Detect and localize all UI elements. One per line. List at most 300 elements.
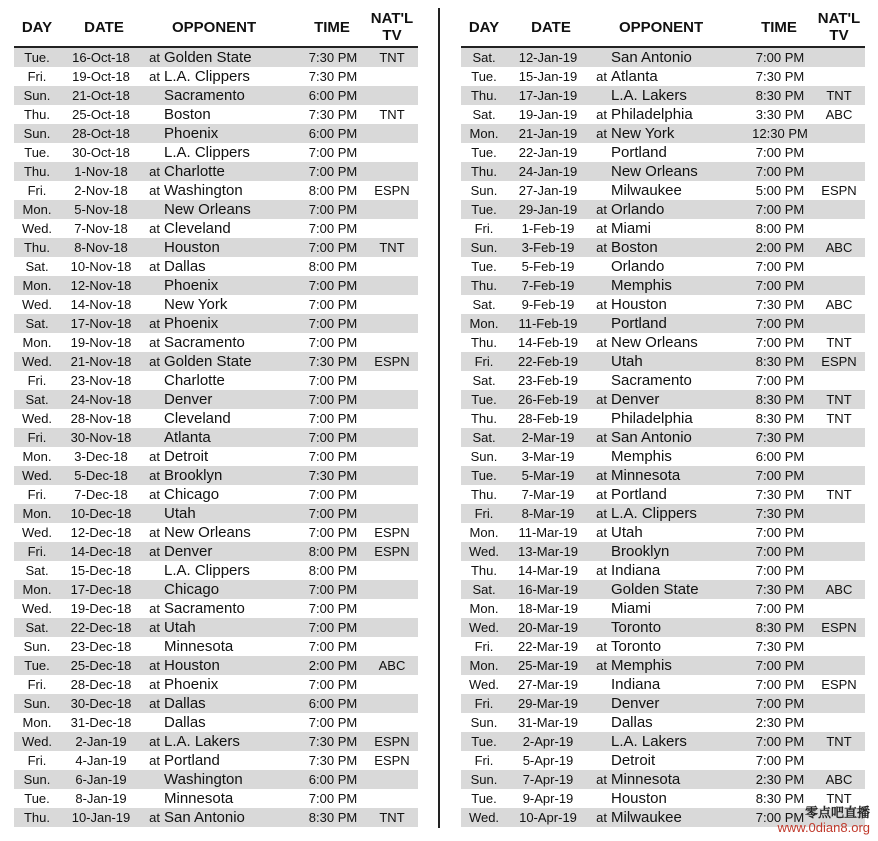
cell-opponent: New Orleans: [164, 201, 251, 218]
table-row: [461, 257, 865, 276]
cell-away-marker: at: [596, 772, 607, 787]
cell-time: 7:00 PM: [308, 278, 358, 293]
table-row: [461, 314, 865, 333]
cell-national-tv: ESPN: [374, 525, 410, 540]
cell-time: 7:00 PM: [755, 563, 805, 578]
cell-national-tv: TNT: [826, 392, 852, 407]
cell-opponent: Washington: [164, 771, 243, 788]
cell-date: 28-Feb-19: [518, 411, 578, 426]
cell-away-marker: at: [596, 810, 607, 825]
cell-date: 26-Feb-19: [518, 392, 578, 407]
cell-date: 7-Apr-19: [522, 772, 574, 787]
cell-day: Wed.: [21, 354, 53, 369]
cell-opponent: Utah: [164, 505, 196, 522]
cell-national-tv: TNT: [826, 791, 852, 806]
cell-time: 7:00 PM: [755, 259, 805, 274]
cell-opponent: L.A. Clippers: [164, 68, 250, 85]
header-national-tv: NAT'L TV: [817, 10, 861, 44]
cell-day: Wed.: [21, 601, 53, 616]
cell-day: Mon.: [469, 316, 499, 331]
cell-opponent: San Antonio: [611, 49, 692, 66]
cell-date: 19-Jan-19: [518, 107, 578, 122]
table-row: [461, 542, 865, 561]
cell-time: 7:00 PM: [755, 468, 805, 483]
cell-opponent: Orlando: [611, 201, 665, 218]
cell-opponent: Memphis: [611, 657, 672, 674]
cell-date: 5-Feb-19: [521, 259, 575, 274]
cell-opponent: Dallas: [164, 714, 206, 731]
cell-away-marker: at: [596, 658, 607, 673]
cell-day: Mon.: [22, 506, 52, 521]
cell-day: Wed.: [468, 677, 500, 692]
cell-date: 30-Oct-18: [72, 145, 130, 160]
cell-opponent: New York: [611, 125, 675, 142]
header-date: DATE: [531, 19, 571, 36]
cell-away-marker: at: [596, 107, 607, 122]
table-row: [461, 504, 865, 523]
cell-date: 13-Mar-19: [518, 544, 578, 559]
table-row: [14, 675, 418, 694]
cell-day: Mon.: [469, 658, 499, 673]
cell-away-marker: at: [149, 620, 160, 635]
cell-time: 7:00 PM: [308, 297, 358, 312]
cell-time: 2:00 PM: [308, 658, 358, 673]
column-divider: [438, 8, 440, 828]
cell-day: Sun.: [470, 449, 498, 464]
table-row: [14, 124, 418, 143]
cell-day: Wed.: [468, 810, 500, 825]
cell-day: Tue.: [24, 145, 50, 160]
cell-national-tv: TNT: [379, 107, 405, 122]
cell-away-marker: at: [596, 487, 607, 502]
cell-time: 7:00 PM: [308, 449, 358, 464]
cell-date: 22-Jan-19: [518, 145, 578, 160]
cell-time: 7:00 PM: [755, 658, 805, 673]
cell-day: Tue.: [471, 145, 497, 160]
cell-day: Sat.: [472, 107, 496, 122]
cell-opponent: Sacramento: [611, 372, 692, 389]
watermark-url: www.0dian8.org: [777, 820, 870, 835]
cell-day: Mon.: [22, 202, 52, 217]
cell-opponent: Miami: [611, 600, 651, 617]
cell-opponent: Minnesota: [164, 790, 234, 807]
cell-day: Fri.: [474, 506, 494, 521]
cell-day: Mon.: [469, 601, 499, 616]
cell-date: 17-Nov-18: [70, 316, 132, 331]
cell-day: Mon.: [22, 449, 52, 464]
cell-time: 7:00 PM: [755, 525, 805, 540]
cell-date: 11-Mar-19: [518, 525, 578, 540]
cell-time: 8:00 PM: [755, 221, 805, 236]
table-row: [14, 542, 418, 561]
cell-day: Tue.: [471, 69, 497, 84]
cell-day: Mon.: [22, 582, 52, 597]
cell-date: 21-Oct-18: [72, 88, 130, 103]
cell-time: 6:00 PM: [755, 449, 805, 464]
cell-day: Sat.: [472, 430, 496, 445]
cell-time: 7:30 PM: [308, 69, 358, 84]
table-row: [461, 143, 865, 162]
cell-opponent: Houston: [611, 296, 667, 313]
table-row: [461, 371, 865, 390]
cell-date: 11-Feb-19: [518, 316, 578, 331]
cell-day: Mon.: [22, 278, 52, 293]
cell-opponent: Dallas: [164, 695, 206, 712]
cell-date: 2-Nov-18: [74, 183, 128, 198]
cell-time: 8:30 PM: [755, 620, 805, 635]
cell-time: 7:00 PM: [755, 544, 805, 559]
cell-date: 10-Apr-19: [519, 810, 577, 825]
cell-national-tv: TNT: [826, 487, 852, 502]
cell-away-marker: at: [149, 696, 160, 711]
cell-time: 7:00 PM: [308, 430, 358, 445]
cell-opponent: Charlotte: [164, 372, 225, 389]
cell-date: 28-Oct-18: [72, 126, 130, 141]
cell-away-marker: at: [596, 297, 607, 312]
cell-time: 7:30 PM: [308, 107, 358, 122]
table-row: [14, 466, 418, 485]
cell-opponent: New Orleans: [611, 334, 698, 351]
cell-date: 5-Dec-18: [74, 468, 128, 483]
table-row: [461, 523, 865, 542]
cell-opponent: Atlanta: [611, 68, 658, 85]
cell-time: 7:00 PM: [308, 411, 358, 426]
cell-national-tv: ESPN: [374, 544, 410, 559]
cell-date: 12-Jan-19: [518, 50, 578, 65]
cell-day: Sat.: [25, 316, 49, 331]
table-row: [14, 732, 418, 751]
cell-time: 7:00 PM: [308, 677, 358, 692]
cell-time: 7:30 PM: [755, 487, 805, 502]
table-row: [461, 713, 865, 732]
table-row: [14, 504, 418, 523]
cell-date: 24-Jan-19: [518, 164, 578, 179]
cell-day: Tue.: [471, 202, 497, 217]
table-row: [14, 618, 418, 637]
cell-time: 7:00 PM: [308, 791, 358, 806]
table-row: [14, 637, 418, 656]
cell-time: 7:00 PM: [308, 202, 358, 217]
cell-opponent: Indiana: [611, 562, 661, 579]
cell-opponent: New Orleans: [164, 524, 251, 541]
cell-date: 5-Nov-18: [74, 202, 128, 217]
cell-day: Tue.: [471, 259, 497, 274]
table-row: [461, 751, 865, 770]
cell-day: Thu.: [470, 487, 497, 502]
table-row: [14, 295, 418, 314]
table-row: [461, 333, 865, 352]
cell-time: 7:30 PM: [308, 468, 358, 483]
cell-time: 7:30 PM: [755, 506, 805, 521]
cell-day: Thu.: [470, 563, 497, 578]
table-row: [461, 48, 865, 67]
cell-time: 7:30 PM: [755, 430, 805, 445]
cell-national-tv: ESPN: [374, 753, 410, 768]
cell-day: Wed.: [468, 620, 500, 635]
cell-national-tv: TNT: [826, 734, 852, 749]
table-row: [461, 295, 865, 314]
table-row: [461, 656, 865, 675]
cell-day: Wed.: [468, 544, 500, 559]
cell-day: Sat.: [472, 373, 496, 388]
cell-away-marker: at: [149, 487, 160, 502]
table-row: [14, 694, 418, 713]
cell-opponent: Golden State: [611, 581, 699, 598]
cell-away-marker: at: [149, 354, 160, 369]
cell-date: 22-Feb-19: [518, 354, 578, 369]
table-row: [461, 409, 865, 428]
cell-date: 31-Dec-18: [70, 715, 132, 730]
cell-time: 8:30 PM: [755, 392, 805, 407]
cell-day: Tue.: [471, 791, 497, 806]
cell-opponent: Denver: [611, 695, 660, 712]
cell-day: Thu.: [470, 411, 497, 426]
schedule-table-left: [14, 10, 418, 827]
cell-day: Thu.: [23, 164, 50, 179]
table-body: [461, 48, 865, 827]
cell-opponent: Philadelphia: [611, 410, 693, 427]
cell-away-marker: at: [149, 221, 160, 236]
cell-opponent: Phoenix: [164, 277, 219, 294]
cell-day: Sun.: [23, 696, 51, 711]
cell-opponent: San Antonio: [164, 809, 245, 826]
cell-away-marker: at: [149, 69, 160, 84]
cell-opponent: New Orleans: [611, 163, 698, 180]
cell-away-marker: at: [596, 392, 607, 407]
table-row: [461, 105, 865, 124]
cell-national-tv: ESPN: [821, 183, 857, 198]
cell-opponent: Sacramento: [164, 334, 245, 351]
cell-time: 7:00 PM: [755, 601, 805, 616]
cell-date: 2-Mar-19: [521, 430, 575, 445]
table-row: [461, 561, 865, 580]
cell-away-marker: at: [149, 544, 160, 559]
cell-day: Fri.: [27, 430, 47, 445]
cell-day: Fri.: [27, 544, 47, 559]
cell-date: 17-Jan-19: [518, 88, 578, 103]
cell-time: 7:00 PM: [755, 810, 805, 825]
cell-day: Mon.: [22, 335, 52, 350]
cell-date: 27-Jan-19: [518, 183, 578, 198]
cell-date: 30-Dec-18: [70, 696, 132, 711]
cell-national-tv: ABC: [378, 658, 406, 673]
cell-day: Fri.: [474, 753, 494, 768]
cell-opponent: Toronto: [611, 619, 662, 636]
cell-date: 18-Mar-19: [518, 601, 578, 616]
table-row: [461, 238, 865, 257]
cell-date: 15-Dec-18: [70, 563, 132, 578]
cell-date: 19-Nov-18: [70, 335, 132, 350]
cell-opponent: L.A. Lakers: [611, 87, 687, 104]
cell-day: Wed.: [21, 468, 53, 483]
table-row: [14, 48, 418, 67]
cell-day: Fri.: [474, 639, 494, 654]
cell-opponent: Chicago: [164, 581, 220, 598]
cell-time: 7:00 PM: [755, 50, 805, 65]
table-row: [461, 732, 865, 751]
table-row: [14, 162, 418, 181]
cell-day: Sun.: [23, 126, 51, 141]
cell-date: 7-Dec-18: [74, 487, 128, 502]
cell-date: 22-Mar-19: [518, 639, 578, 654]
cell-date: 28-Dec-18: [70, 677, 132, 692]
cell-national-tv: ESPN: [821, 620, 857, 635]
cell-national-tv: ESPN: [821, 354, 857, 369]
cell-time: 7:30 PM: [308, 753, 358, 768]
cell-day: Wed.: [21, 525, 53, 540]
cell-time: 2:00 PM: [755, 240, 805, 255]
cell-date: 8-Nov-18: [74, 240, 128, 255]
cell-time: 7:00 PM: [755, 278, 805, 293]
cell-opponent: Washington: [164, 182, 243, 199]
cell-opponent: Denver: [611, 391, 660, 408]
cell-date: 16-Mar-19: [518, 582, 578, 597]
cell-opponent: San Antonio: [611, 429, 692, 446]
cell-day: Fri.: [27, 677, 47, 692]
cell-away-marker: at: [596, 335, 607, 350]
cell-day: Fri.: [27, 183, 47, 198]
cell-opponent: Utah: [611, 524, 643, 541]
table-row: [461, 694, 865, 713]
header-opponent: OPPONENT: [619, 19, 704, 36]
cell-away-marker: at: [596, 506, 607, 521]
cell-day: Sun.: [470, 772, 498, 787]
cell-opponent: Houston: [611, 790, 667, 807]
cell-time: 8:30 PM: [755, 88, 805, 103]
cell-opponent: Minnesota: [164, 638, 234, 655]
header-day: DAY: [468, 19, 500, 36]
cell-day: Tue.: [24, 658, 50, 673]
cell-national-tv: TNT: [379, 50, 405, 65]
header-time: TIME: [314, 19, 350, 36]
cell-date: 5-Mar-19: [521, 468, 575, 483]
cell-away-marker: at: [596, 202, 607, 217]
table-row: [14, 238, 418, 257]
table-row: [461, 352, 865, 371]
cell-time: 7:00 PM: [755, 164, 805, 179]
cell-opponent: L.A. Lakers: [164, 733, 240, 750]
cell-day: Sun.: [23, 639, 51, 654]
cell-time: 7:30 PM: [755, 297, 805, 312]
cell-date: 7-Mar-19: [521, 487, 575, 502]
cell-opponent: Dallas: [611, 714, 653, 731]
table-row: [14, 428, 418, 447]
table-row: [461, 428, 865, 447]
table-row: [461, 599, 865, 618]
cell-opponent: Toronto: [611, 638, 662, 655]
cell-time: 7:00 PM: [308, 601, 358, 616]
cell-date: 21-Nov-18: [70, 354, 132, 369]
cell-time: 7:00 PM: [755, 145, 805, 160]
cell-time: 7:00 PM: [308, 335, 358, 350]
cell-day: Wed.: [21, 297, 53, 312]
cell-time: 2:30 PM: [755, 715, 805, 730]
cell-date: 10-Nov-18: [70, 259, 132, 274]
cell-time: 7:00 PM: [755, 373, 805, 388]
cell-away-marker: at: [596, 468, 607, 483]
cell-time: 7:30 PM: [755, 639, 805, 654]
cell-day: Tue.: [24, 50, 50, 65]
cell-date: 2-Jan-19: [75, 734, 127, 749]
cell-opponent: Detroit: [611, 752, 656, 769]
cell-date: 14-Dec-18: [70, 544, 132, 559]
cell-away-marker: at: [149, 468, 160, 483]
table-row: [14, 561, 418, 580]
table-row: [14, 447, 418, 466]
cell-day: Tue.: [471, 392, 497, 407]
table-row: [461, 276, 865, 295]
cell-time: 7:00 PM: [755, 335, 805, 350]
cell-opponent: Houston: [164, 657, 220, 674]
cell-date: 16-Oct-18: [72, 50, 130, 65]
cell-day: Sat.: [472, 582, 496, 597]
table-row: [461, 466, 865, 485]
cell-time: 7:00 PM: [308, 392, 358, 407]
table-row: [461, 86, 865, 105]
cell-opponent: Atlanta: [164, 429, 211, 446]
cell-national-tv: ESPN: [374, 354, 410, 369]
cell-away-marker: at: [149, 753, 160, 768]
cell-date: 12-Nov-18: [70, 278, 132, 293]
cell-national-tv: ABC: [825, 240, 853, 255]
cell-away-marker: at: [149, 335, 160, 350]
table-row: [461, 67, 865, 86]
cell-date: 25-Mar-19: [518, 658, 578, 673]
cell-time: 7:00 PM: [755, 202, 805, 217]
cell-time: 7:00 PM: [755, 734, 805, 749]
cell-opponent: Denver: [164, 543, 213, 560]
cell-day: Tue.: [471, 734, 497, 749]
cell-date: 12-Dec-18: [70, 525, 132, 540]
cell-away-marker: at: [149, 810, 160, 825]
cell-time: 7:00 PM: [755, 753, 805, 768]
cell-date: 5-Apr-19: [522, 753, 574, 768]
cell-opponent: L.A. Clippers: [164, 144, 250, 161]
cell-opponent: Portland: [164, 752, 220, 769]
cell-time: 8:00 PM: [308, 259, 358, 274]
cell-day: Thu.: [470, 278, 497, 293]
cell-date: 3-Mar-19: [521, 449, 575, 464]
cell-opponent: Brooklyn: [611, 543, 670, 560]
cell-date: 31-Mar-19: [518, 715, 578, 730]
cell-time: 7:30 PM: [308, 354, 358, 369]
cell-away-marker: at: [596, 563, 607, 578]
header-day: DAY: [21, 19, 53, 36]
cell-time: 7:30 PM: [308, 50, 358, 65]
cell-time: 8:00 PM: [308, 544, 358, 559]
cell-national-tv: ABC: [825, 107, 853, 122]
cell-day: Sun.: [470, 240, 498, 255]
cell-away-marker: at: [149, 525, 160, 540]
table-row: [14, 485, 418, 504]
cell-date: 8-Jan-19: [75, 791, 127, 806]
table-row: [14, 200, 418, 219]
cell-date: 3-Dec-18: [74, 449, 128, 464]
cell-date: 1-Feb-19: [521, 221, 575, 236]
table-row: [14, 770, 418, 789]
cell-day: Sun.: [470, 183, 498, 198]
cell-opponent: Denver: [164, 391, 213, 408]
cell-time: 7:00 PM: [308, 525, 358, 540]
cell-national-tv: ABC: [825, 582, 853, 597]
cell-day: Wed.: [21, 221, 53, 236]
cell-day: Mon.: [22, 715, 52, 730]
cell-date: 8-Mar-19: [521, 506, 575, 521]
cell-time: 7:00 PM: [308, 373, 358, 388]
cell-away-marker: at: [596, 430, 607, 445]
cell-away-marker: at: [596, 240, 607, 255]
cell-date: 6-Jan-19: [75, 772, 127, 787]
